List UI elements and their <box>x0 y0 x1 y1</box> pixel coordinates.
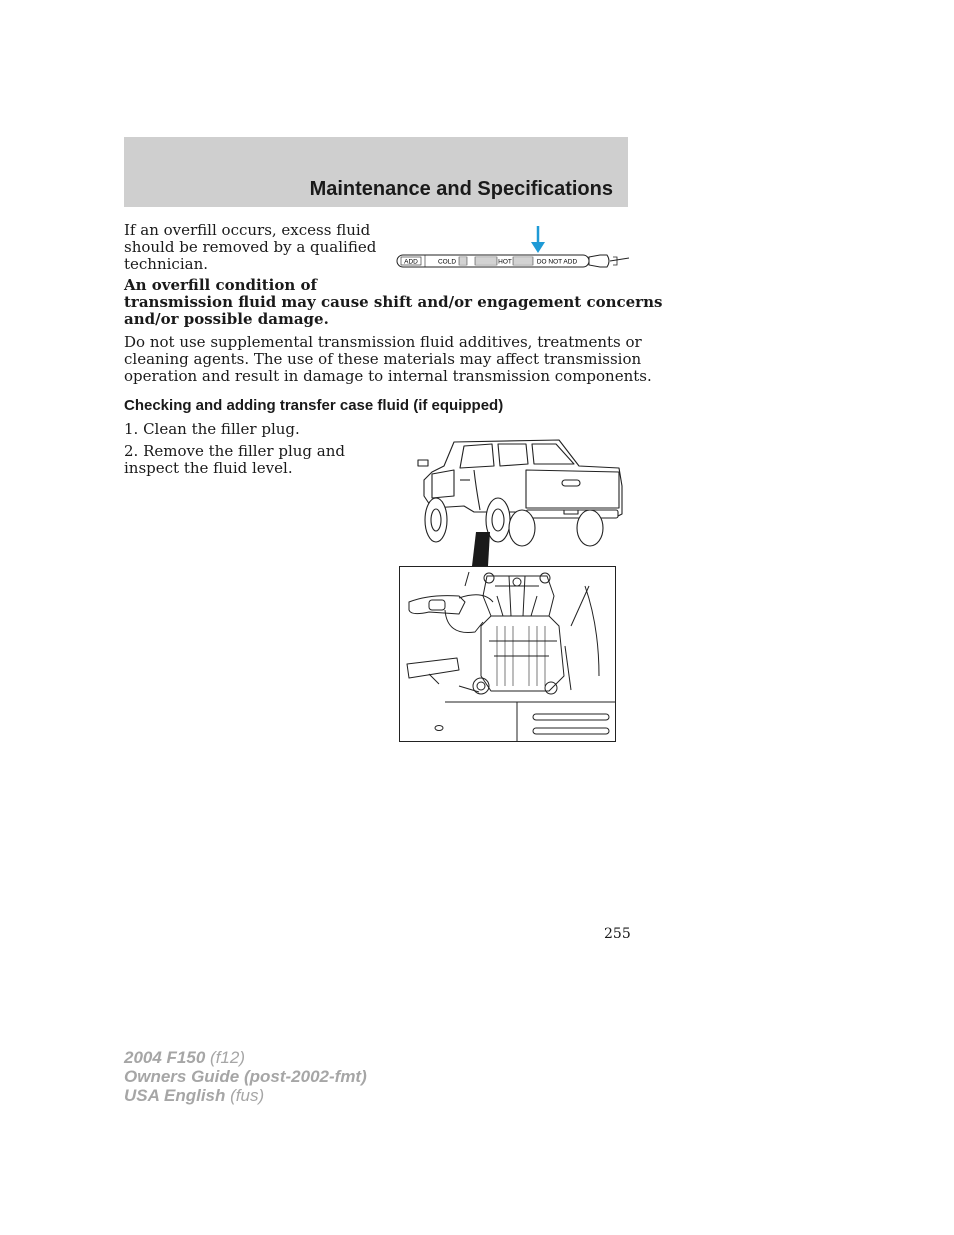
transfer-case-heading: Checking and adding transfer case fluid (if equipped) <box>124 397 504 414</box>
footer-model: 2004 F150 <box>124 1048 206 1067</box>
additives-line: Do not use supplemental transmission fluid additives, treatments or <box>124 333 642 351</box>
dipstick-cold-label: COLD <box>437 258 457 266</box>
dipstick-add-label: ADD <box>404 258 418 266</box>
document-footer <box>124 1048 367 1105</box>
callout-pointer <box>472 532 490 566</box>
level-arrow-icon <box>531 242 545 253</box>
step-2-line: 2. Remove the filler plug and <box>124 442 346 460</box>
dipstick-hot-label: HOT <box>498 258 512 266</box>
dipstick-do-not-add-label: DO NOT ADD <box>536 258 578 266</box>
footer-line-2: Owners Guide (post-2002-fmt) <box>124 1067 367 1086</box>
overfill-line: If an overfill occurs, excess fluid <box>124 221 371 239</box>
truck-illustration <box>414 436 626 566</box>
overfill-warning <box>124 277 662 327</box>
dipstick-illustration <box>385 224 630 274</box>
transfer-case-closeup-illustration <box>399 566 616 742</box>
step-2-line: inspect the fluid level. <box>124 458 293 477</box>
footer-line-1 <box>124 1048 367 1067</box>
footer-model-code: (f12) <box>210 1048 245 1067</box>
warning-line: and/or possible damage. <box>124 309 329 328</box>
footer-line-3 <box>124 1086 367 1105</box>
additives-paragraph <box>124 334 652 384</box>
footer-language-code: (fus) <box>230 1086 265 1105</box>
additives-line: cleaning agents. The use of these materials may affect transmission <box>124 349 642 368</box>
footer-language: USA English <box>124 1086 226 1105</box>
warning-line: transmission fluid may cause shift and/or engagement concerns <box>124 292 663 311</box>
warning-line: An overfill condition of <box>124 276 317 294</box>
overfill-line: technician. <box>124 254 208 273</box>
additives-line: operation and result in damage to internal transmission components. <box>124 366 652 385</box>
section-header-title: Maintenance and Specifications <box>309 178 613 200</box>
step-1: 1. Clean the filler plug. <box>124 420 300 438</box>
overfill-paragraph <box>124 222 376 272</box>
step-2 <box>124 443 345 477</box>
section-header-bar <box>124 137 628 207</box>
page-number: 255 <box>604 926 631 942</box>
overfill-line: should be removed by a qualified <box>124 237 377 256</box>
